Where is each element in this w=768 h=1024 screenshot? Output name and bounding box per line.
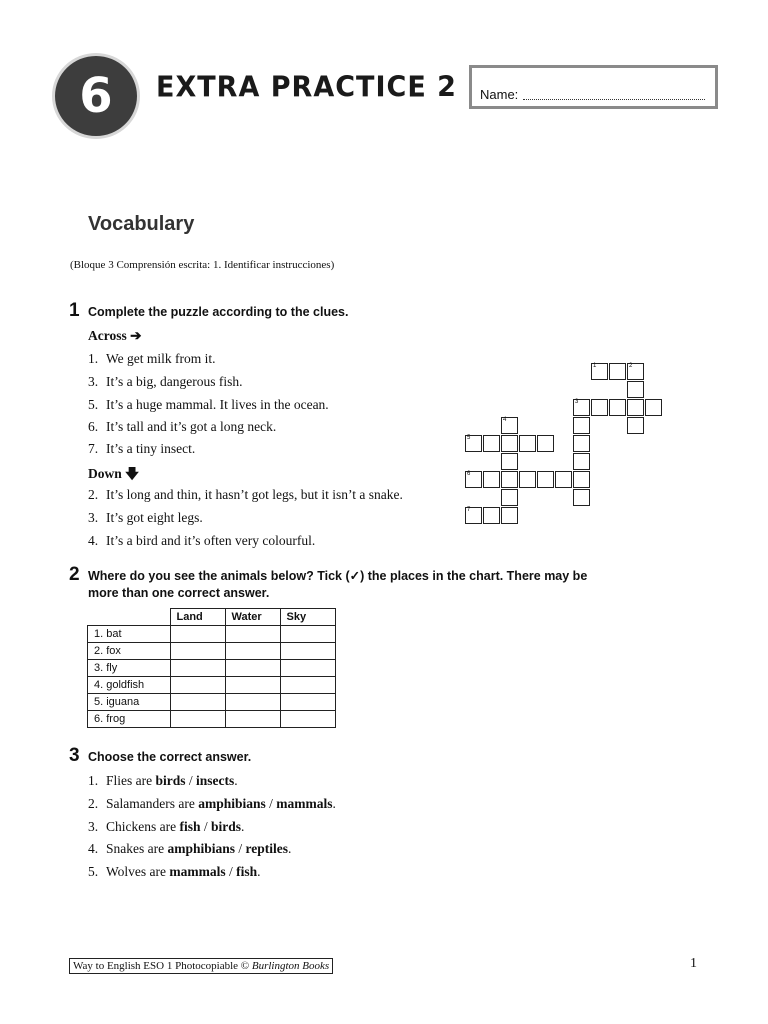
exercise-3-number: 3	[69, 745, 80, 766]
tick-cell[interactable]	[170, 660, 225, 677]
down-heading: Down 🡇	[88, 466, 140, 481]
crossword-cell[interactable]	[501, 417, 518, 434]
crossword-clue-number: 2	[629, 363, 633, 369]
table-row	[88, 694, 336, 711]
name-label: Name:	[480, 87, 519, 102]
tick-cell[interactable]	[280, 711, 335, 728]
page-title: EXTRA PRACTICE 2	[156, 71, 457, 104]
tick-cell[interactable]	[225, 694, 280, 711]
crossword-cell[interactable]	[573, 471, 590, 488]
clue-across-5: 5. It’s a huge mammal. It lives in the ocean.	[88, 397, 329, 412]
row-label: 6. frog	[88, 711, 171, 728]
option-b[interactable]: reptiles	[245, 841, 289, 856]
table-row	[88, 643, 336, 660]
page-number: 1	[690, 956, 697, 971]
crossword-cell[interactable]	[555, 471, 572, 488]
option-a[interactable]: birds	[155, 773, 186, 788]
option-a[interactable]: fish	[179, 819, 201, 834]
section-heading: Vocabulary	[88, 213, 195, 235]
clue-across-1: 1. We get milk from it.	[88, 351, 216, 366]
exercise-1-number: 1	[69, 300, 80, 321]
crossword-cell[interactable]	[519, 471, 536, 488]
choice-item-4: 4. Snakes are amphibians / reptiles.	[88, 841, 292, 856]
tick-cell[interactable]	[225, 711, 280, 728]
exercise-3-instruction: Choose the correct answer.	[88, 750, 252, 764]
crossword-cell[interactable]	[537, 435, 554, 452]
clue-across-3: 3. It’s a big, dangerous fish.	[88, 374, 243, 389]
option-a[interactable]: mammals	[169, 864, 226, 879]
crossword-cell[interactable]	[645, 399, 662, 416]
option-b[interactable]: birds	[211, 819, 242, 834]
row-label: 1. bat	[88, 626, 171, 643]
crossword-cell[interactable]	[609, 399, 626, 416]
tick-cell[interactable]	[280, 694, 335, 711]
publisher-brand: Burlington Books	[251, 960, 330, 972]
tick-cell[interactable]	[225, 626, 280, 643]
column-header-land: Land	[170, 609, 225, 626]
tick-cell[interactable]	[280, 660, 335, 677]
clue-down-3: 3. It’s got eight legs.	[88, 510, 203, 525]
tick-cell[interactable]	[225, 660, 280, 677]
choice-item-5: 5. Wolves are mammals / fish.	[88, 864, 261, 879]
exercise-2-instruction-line1: Where do you see the animals below? Tick (✓) the places in the chart. There may be	[88, 569, 588, 583]
crossword-clue-number: 4	[503, 417, 507, 423]
choice-item-3: 3. Chickens are fish / birds.	[88, 819, 245, 834]
option-b[interactable]: fish	[236, 864, 258, 879]
option-a[interactable]: amphibians	[198, 796, 266, 811]
crossword-cell[interactable]	[591, 363, 608, 380]
crossword-cell[interactable]	[465, 507, 482, 524]
column-header-sky: Sky	[280, 609, 335, 626]
crossword-clue-number: 7	[467, 507, 471, 513]
animal-table	[87, 608, 336, 728]
choice-item-2: 2. Salamanders are amphibians / mammals.	[88, 796, 336, 811]
crossword-cell[interactable]	[573, 399, 590, 416]
crossword-cell[interactable]	[627, 381, 644, 398]
crossword-cell[interactable]	[519, 435, 536, 452]
table-corner	[88, 609, 171, 626]
crossword-cell[interactable]	[501, 435, 518, 452]
table-row	[88, 626, 336, 643]
section-note: (Bloque 3 Comprensión escrita: 1. Identificar instrucciones)	[70, 259, 335, 271]
crossword-cell[interactable]	[573, 453, 590, 470]
unit-badge	[52, 53, 140, 139]
footer-credit: Way to English ESO 1 Photocopiable © Burlington Books	[69, 958, 333, 974]
row-label: 3. fly	[88, 660, 171, 677]
option-b[interactable]: mammals	[276, 796, 333, 811]
tick-cell[interactable]	[170, 626, 225, 643]
tick-cell[interactable]	[170, 711, 225, 728]
tick-cell[interactable]	[225, 677, 280, 694]
crossword-cell[interactable]	[501, 453, 518, 470]
crossword-cell[interactable]	[465, 435, 482, 452]
table-row	[88, 711, 336, 728]
crossword-cell[interactable]	[591, 399, 608, 416]
table-header-row	[88, 609, 336, 626]
across-heading: Across ➔	[88, 328, 142, 343]
table-row	[88, 660, 336, 677]
row-label: 5. iguana	[88, 694, 171, 711]
clue-down-4: 4. It’s a bird and it’s often very colourful.	[88, 533, 316, 548]
crossword-cell[interactable]	[501, 489, 518, 506]
exercise-2-instruction-line2: more than one correct answer.	[88, 586, 270, 600]
choice-item-1: 1. Flies are birds / insects.	[88, 773, 238, 788]
option-b[interactable]: insects	[196, 773, 235, 788]
crossword-clue-number: 5	[467, 435, 471, 441]
crossword-cell[interactable]	[465, 471, 482, 488]
table-row	[88, 677, 336, 694]
unit-number: 6	[79, 68, 113, 124]
clue-across-7: 7. It’s a tiny insect.	[88, 441, 196, 456]
tick-cell[interactable]	[170, 643, 225, 660]
name-field[interactable]	[523, 99, 705, 100]
exercise-1-instruction: Complete the puzzle according to the clues.	[88, 305, 349, 319]
crossword-clue-number: 6	[467, 471, 471, 477]
tick-cell[interactable]	[280, 677, 335, 694]
tick-cell[interactable]	[170, 694, 225, 711]
crossword-cell[interactable]	[627, 363, 644, 380]
tick-cell[interactable]	[280, 643, 335, 660]
exercise-2-number: 2	[69, 564, 80, 585]
crossword-cell[interactable]	[627, 417, 644, 434]
tick-cell[interactable]	[170, 677, 225, 694]
crossword-cell[interactable]	[609, 363, 626, 380]
tick-cell[interactable]	[280, 626, 335, 643]
clue-down-2: 2. It’s long and thin, it hasn’t got legs, but it isn’t a snake.	[88, 487, 403, 502]
row-label: 2. fox	[88, 643, 171, 660]
crossword-cell[interactable]	[501, 507, 518, 524]
crossword-cell[interactable]	[483, 507, 500, 524]
crossword-clue-number: 3	[575, 399, 579, 405]
crossword-cell[interactable]	[573, 489, 590, 506]
tick-cell[interactable]	[225, 643, 280, 660]
crossword-clue-number: 1	[593, 363, 597, 369]
crossword-cell[interactable]	[537, 471, 554, 488]
crossword-cell[interactable]	[501, 471, 518, 488]
crossword-cell[interactable]	[483, 435, 500, 452]
clue-across-6: 6. It’s tall and it’s got a long neck.	[88, 419, 277, 434]
crossword-cell[interactable]	[573, 417, 590, 434]
option-a[interactable]: amphibians	[167, 841, 236, 856]
crossword-cell[interactable]	[483, 471, 500, 488]
crossword-cell[interactable]	[627, 399, 644, 416]
column-header-water: Water	[225, 609, 280, 626]
crossword-cell[interactable]	[573, 435, 590, 452]
row-label: 4. goldfish	[88, 677, 171, 694]
